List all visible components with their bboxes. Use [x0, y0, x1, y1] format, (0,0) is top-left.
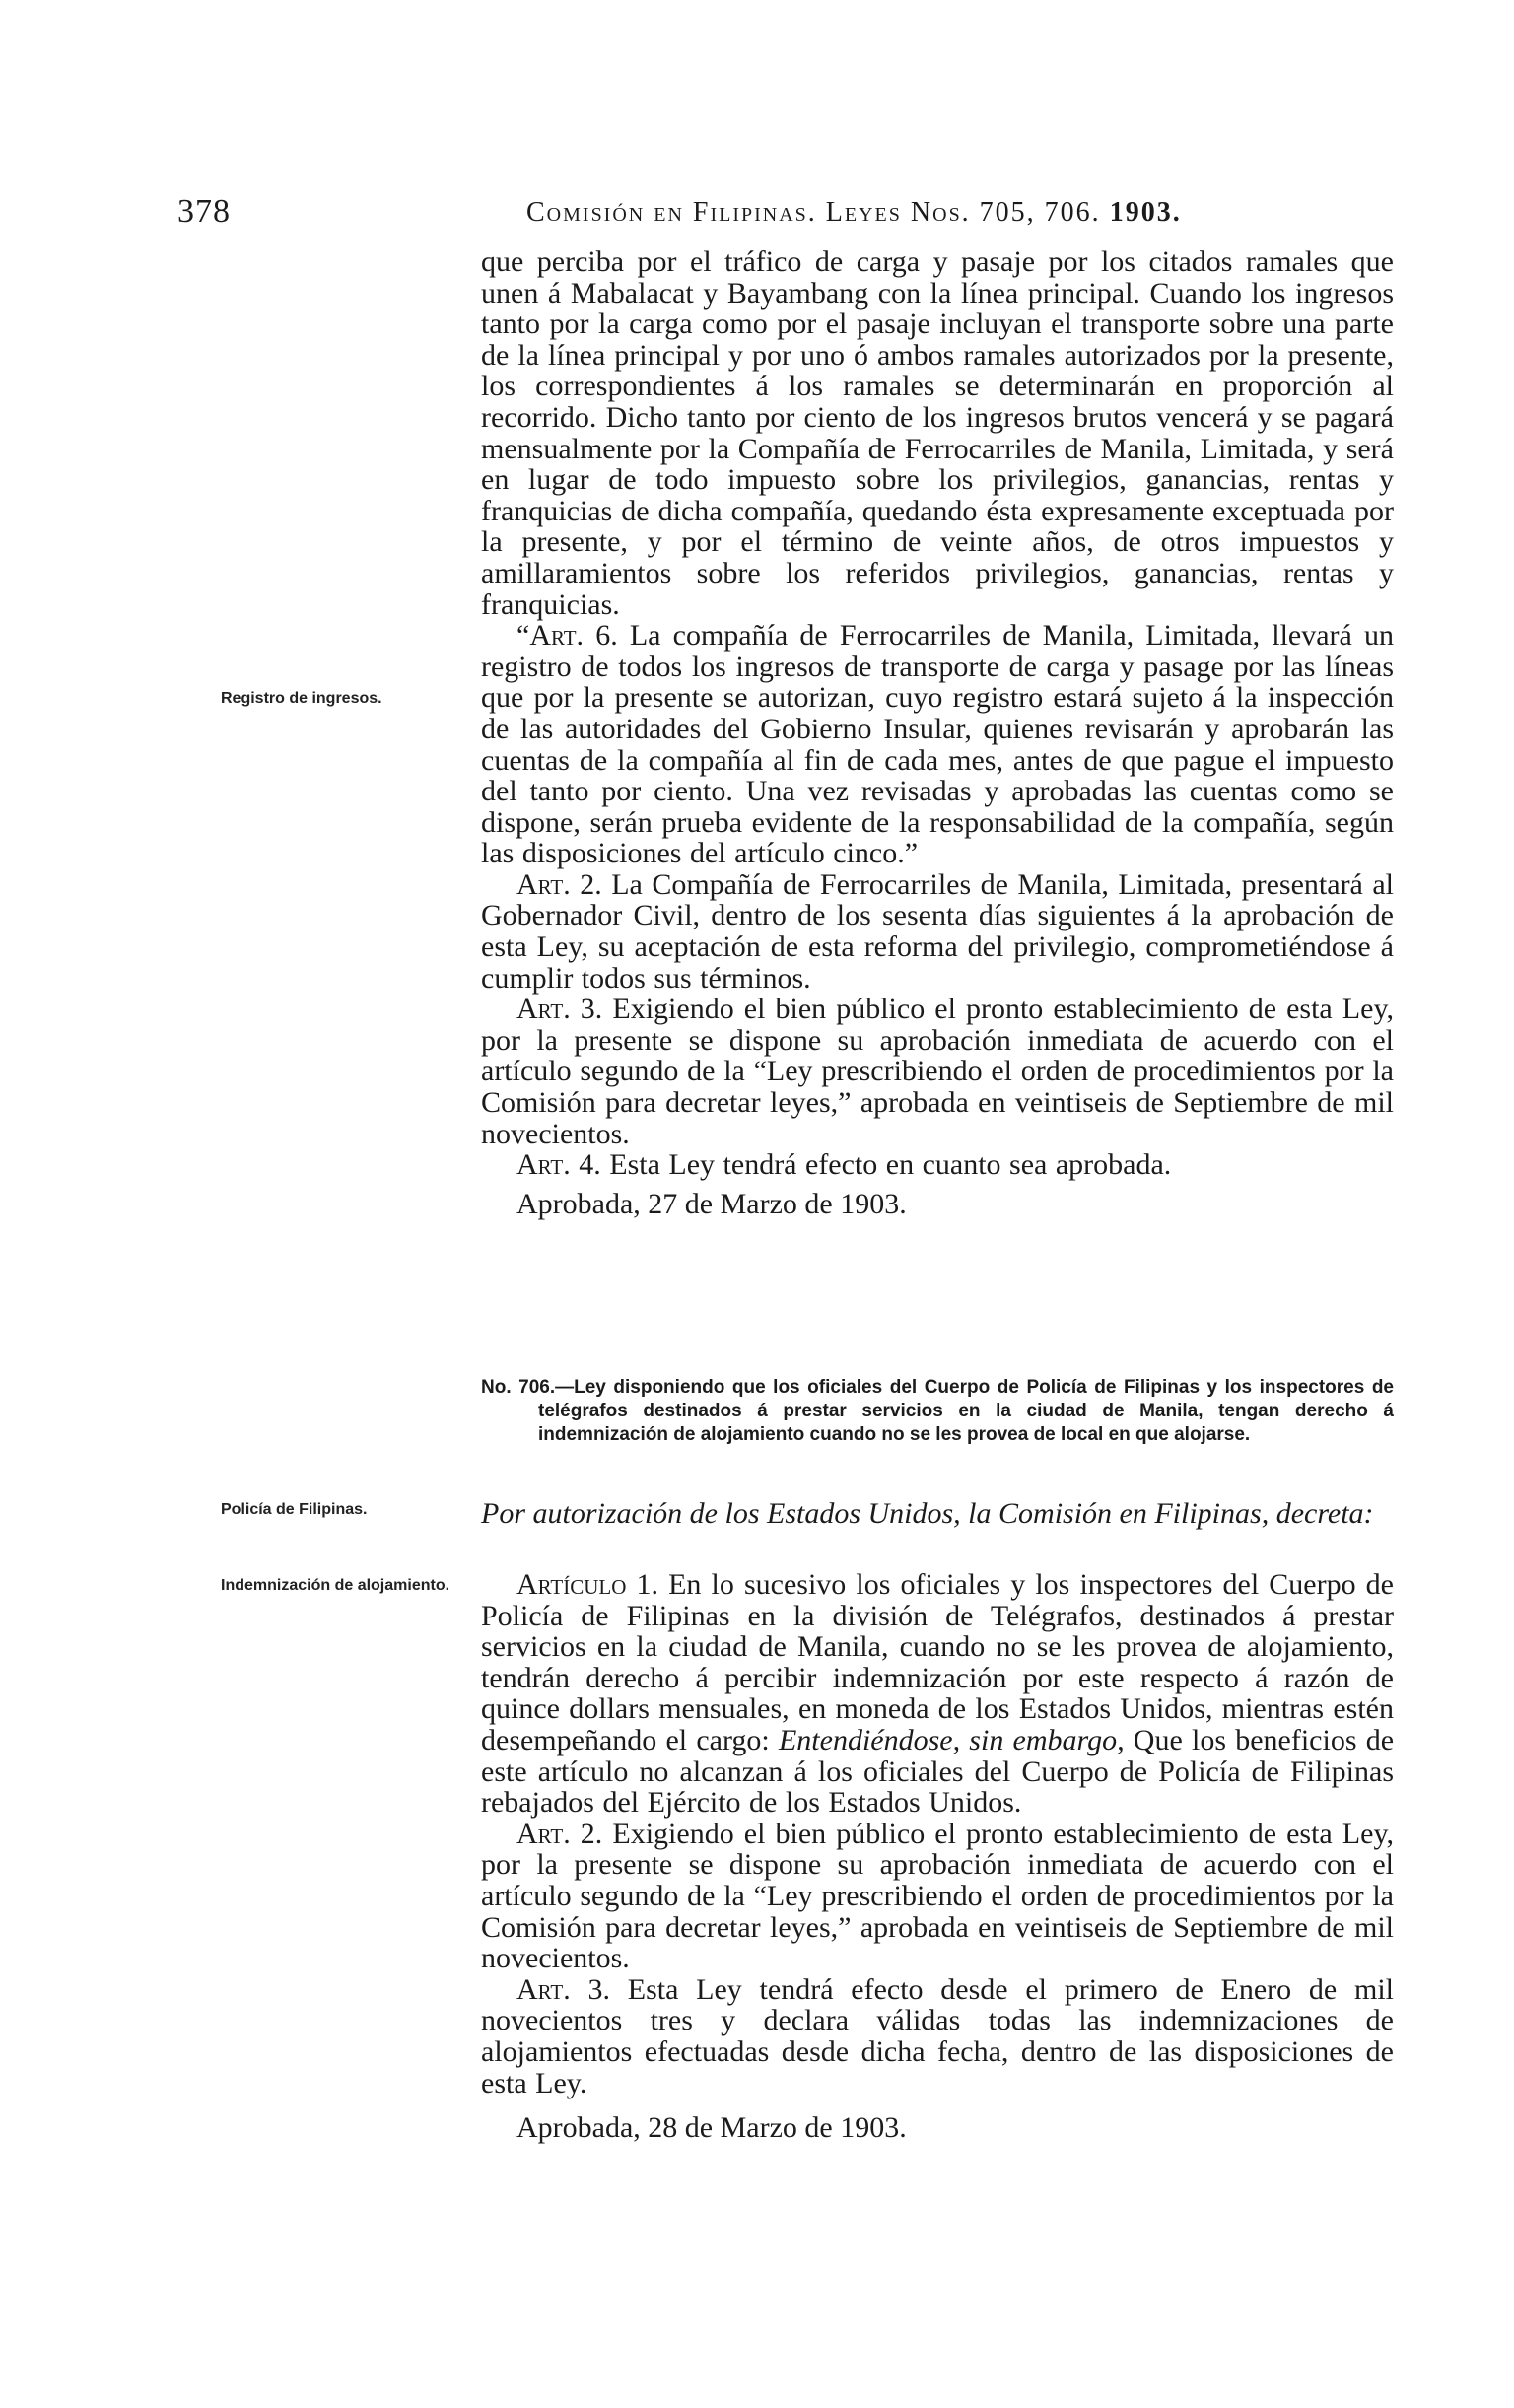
article-label: Art. 4.	[516, 1148, 601, 1182]
law-706-article-2	[481, 1819, 1394, 1974]
running-head	[526, 197, 1335, 229]
article-label: Art. 2.	[516, 1817, 603, 1850]
article-label: Art. 3.	[516, 993, 603, 1026]
sidenote-policia-de-filipinas: Policía de Filipinas.	[221, 1501, 368, 1518]
article-text: Esta Ley tendrá efecto en cuanto sea aprobada.	[609, 1148, 1172, 1182]
sidenote-registro-de-ingresos: Registro de ingresos.	[221, 690, 382, 707]
sidenote-indemnizacion-de-alojamiento: Indemnización de alojamiento.	[221, 1577, 450, 1594]
article-label: “Art. 6.	[516, 619, 618, 653]
law-705-paragraph-continued: que perciba por el tráfico de carga y pasaje por los citados ramales que unen á Mabalacat y Bayambang con la línea principal. Cuando los ingresos tanto por la carga como por el pasaje incluyan el transporte sobre una parte de la línea principal y por uno ó ambos ramales autorizados por la presente, los correspondientes á los ramales se determinarán en proporción al recorrido. Dicho tanto por ciento de los ingresos brutos vencerá y se pagará mensualmente por la Compañía de Ferrocarriles de Manila, Limitada, y será en lugar de todo impuesto sobre los privilegios, ganancias, rentas y franquicias de dicha compañía, quedando ésta expresamente exceptuada por la presente, y por el término de veinte años, de otros impuestos y amillaramientos sobre los referidos privilegios, ganancias, rentas y franquicias.	[481, 245, 1394, 621]
law-705-article-2	[481, 869, 1394, 994]
law-706-article-3	[481, 1974, 1394, 2098]
article-label: Art. 2.	[516, 867, 602, 901]
law-706-approval-date: Aprobada, 28 de Marzo de 1903.	[516, 2111, 907, 2145]
article-text: Que los beneficios de este artículo no alcanzan á los oficiales del Cuerpo de Policía de Filipinas rebajados del Ejército de los Estados Unidos.	[481, 1723, 1395, 1820]
law-706-preamble: Por autorización de los Estados Unidos, la Comisión en Filipinas, decreta:	[481, 1497, 1374, 1530]
article-text: En lo sucesivo los oficiales y los inspectores del Cuerpo de Policía de Filipinas en la división de Telégrafos, destinados á prestar servicios en la ciudad de Manila, cuando no se les provea de alojamiento, tendrán derecho á percibir indemnización por este respecto á razón de quince dollars mensuales, en moneda de los Estados Unidos, mientras estén desempeñando el cargo:	[481, 1568, 1394, 1756]
law-705-article-4	[481, 1149, 1394, 1181]
law-706-text	[481, 1569, 1394, 2144]
running-title: Comisión en Filipinas. Leyes Nos. 705, 706.	[526, 197, 1101, 228]
law-705-article-6	[481, 620, 1394, 869]
law-705-approval-date: Aprobada, 27 de Marzo de 1903.	[516, 1187, 907, 1220]
law-705-article-3	[481, 994, 1394, 1149]
article-label: Artículo 1.	[516, 1568, 658, 1601]
article-text: Exigiendo el bien público el pronto establecimiento de esta Ley, por la presente se dispone su aprobación inmediata de acuerdo con el artículo segundo de la “Ley prescribiendo el orden de procedimientos por la Comisión para decretar leyes,” aprobada en veintiseis de Septiembre de mil novecientos.	[481, 1817, 1394, 1975]
page-number: 378	[177, 193, 231, 230]
article-proviso: Entendiéndose, sin embargo,	[778, 1723, 1125, 1756]
article-text: Exigiendo el bien público el pronto establecimiento de esta Ley, por la presente se dispone su aprobación inmediata de acuerdo con el artículo segundo de la “Ley prescribiendo el orden de procedimientos por la Comisión para decretar leyes,” aprobada en veintiseis de Septiembre de mil novecientos.	[481, 993, 1394, 1150]
article-label: Art. 3.	[516, 1972, 610, 2006]
article-text: La Compañía de Ferrocarriles de Manila, Limitada, presentará al Gobernador Civil, dentro de los sesenta días siguientes á la aprobación de esta Ley, su aceptación de esta reforma del privilegio, comprometiéndose á cumplir todos sus términos.	[481, 867, 1394, 995]
law-705-text	[481, 246, 1394, 1220]
running-head-year: 1903.	[1109, 197, 1182, 228]
article-text: La compañía de Ferrocarriles de Manila, Limitada, llevará un registro de todos los ingresos de transporte de carga y pasage por las líneas que por la presente se autorizan, cuyo registro estará sujeto á la inspección de las autoridades del Gobierno Insular, quienes revisarán y aprobarán las cuentas de la compañía al fin de cada mes, antes de que pague el impuesto del tanto por ciento. Una vez revisadas y aprobadas las cuentas como se dispone, serán prueba evidente de la responsabilidad de la compañía, según las disposiciones del artículo cinco.”	[481, 619, 1394, 870]
article-text: Esta Ley tendrá efecto desde el primero de Enero de mil novecientos tres y declara válidas todas las indemnizaciones de alojamientos efectuadas desde dicha fecha, dentro de las disposiciones de esta Ley.	[481, 1972, 1394, 2099]
law-706-heading: No. 706.—Ley disponiendo que los oficiales del Cuerpo de Policía de Filipinas y los inspectores de telégrafos destinados á prestar servicios en la ciudad de Manila, tengan derecho á indemnización de alojamiento cuando no se les provea de local en que alojarse.	[481, 1377, 1394, 1445]
law-706-article-1	[481, 1569, 1394, 1819]
